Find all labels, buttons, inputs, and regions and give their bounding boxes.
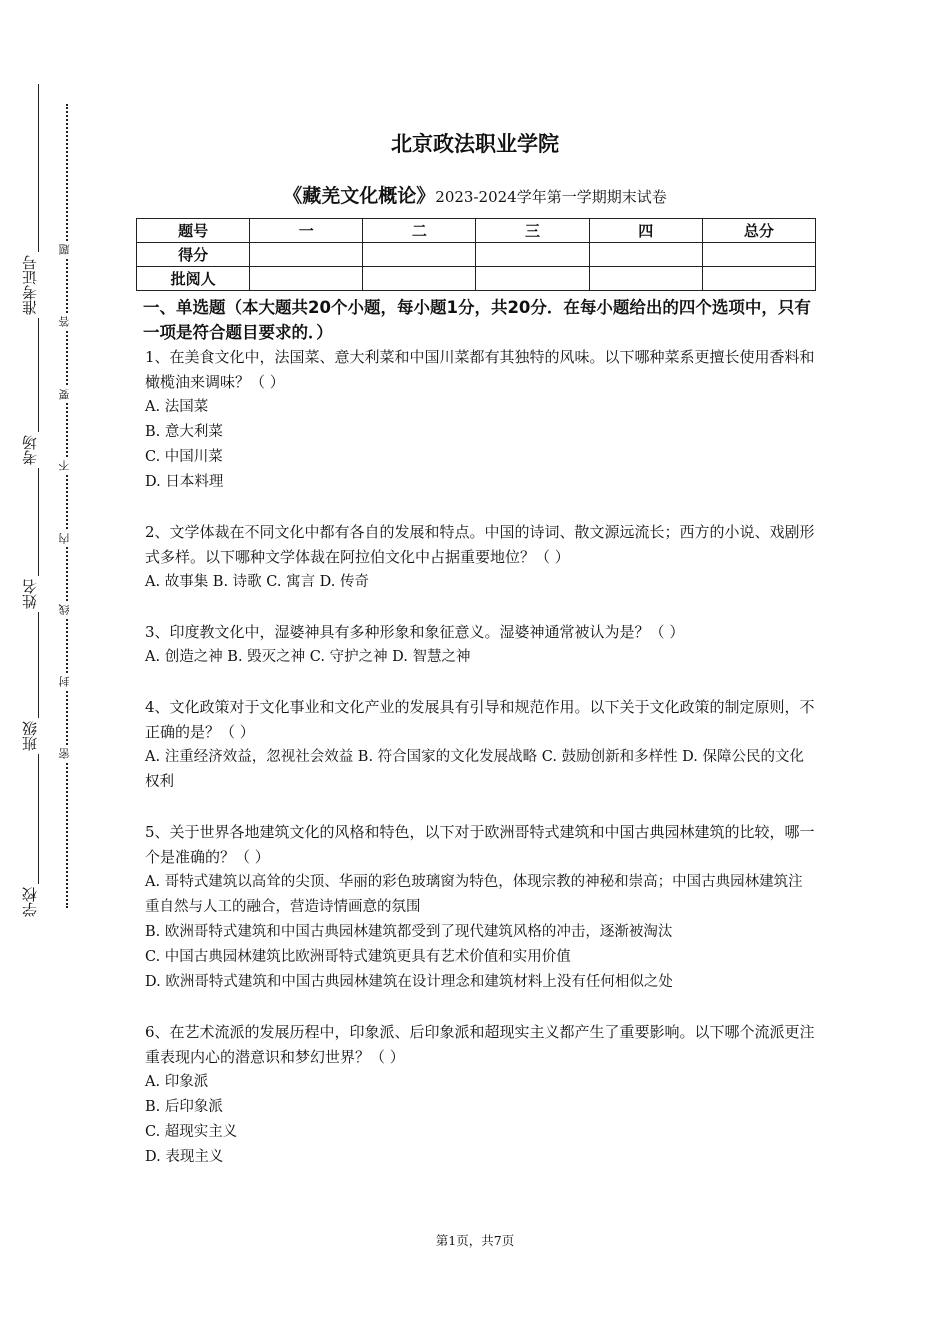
- seal-char: 不: [58, 460, 71, 471]
- seal-dotted-line: [66, 104, 68, 908]
- score-input-cell[interactable]: [589, 243, 702, 267]
- score-input-cell[interactable]: [476, 243, 589, 267]
- score-row: [137, 243, 816, 267]
- question-text: 2、文学体裁在不同文化中都有各自的发展和特点。中国的诗词、散文源远流长；西方的小说、戏剧形式多样。以下哪种文学体裁在阿拉伯文化中占据重要地位？（ ）: [145, 523, 815, 566]
- option[interactable]: A. 印象派: [145, 1074, 209, 1090]
- option[interactable]: C. 超现实主义: [145, 1124, 238, 1140]
- school-label: 学校: [22, 884, 44, 920]
- student-name-label: 姓名: [22, 576, 44, 612]
- table-cell: 三: [476, 219, 589, 243]
- option[interactable]: A. 法国菜: [145, 399, 209, 415]
- option[interactable]: C. 中国古典园林建筑比欧洲哥特式建筑更具有艺术价值和实用价值: [145, 949, 571, 965]
- score-input-cell[interactable]: [702, 243, 815, 267]
- score-input-cell[interactable]: [250, 243, 363, 267]
- table-cell: 批阅人: [137, 267, 250, 291]
- question-text: 6、在艺术流派的发展历程中，印象派、后印象派和超现实主义都产生了重要影响。以下哪个流派更注重表现内心的潜意识和梦幻世界？（ ）: [145, 1023, 815, 1066]
- option[interactable]: D. 欧洲哥特式建筑和中国古典园林建筑在设计理念和建筑材料上没有任何相似之处: [145, 974, 673, 990]
- question-text: 3、印度教文化中，湿婆神具有多种形象和象征意义。湿婆神通常被认为是？（ ）: [145, 623, 685, 641]
- seal-char: 答: [58, 316, 71, 327]
- question: [145, 345, 815, 495]
- question: [145, 620, 815, 670]
- table-cell: 二: [363, 219, 476, 243]
- seal-char: 封: [58, 676, 71, 687]
- exam-number-label: 准考证号: [22, 252, 44, 318]
- exam-room-label: 考场: [22, 432, 44, 468]
- seal-char: 线: [58, 604, 71, 615]
- seal-char: 密: [58, 748, 71, 759]
- option[interactable]: A. 创造之神 B. 毁灭之神 C. 守护之神 D. 智慧之神: [145, 649, 471, 665]
- score-table: [136, 218, 816, 291]
- score-input-cell[interactable]: [363, 243, 476, 267]
- grader-input-cell[interactable]: [589, 267, 702, 291]
- option[interactable]: B. 欧洲哥特式建筑和中国古典园林建筑都受到了现代建筑风格的冲击，逐渐被淘汰: [145, 924, 673, 940]
- seal-char: 要: [58, 389, 71, 400]
- question: [145, 820, 815, 995]
- option[interactable]: A. 哥特式建筑以高耸的尖顶、华丽的彩色玻璃窗为特色，体现宗教的神秘和崇高；中国古典园林建筑注重自然与人工的融合，营造诗情画意的氛围: [145, 874, 803, 915]
- option[interactable]: D. 日本料理: [145, 474, 224, 490]
- question-text: 4、文化政策对于文化事业和文化产业的发展具有引导和规范作用。以下关于文化政策的制定原则，不正确的是？（ ）: [145, 698, 815, 741]
- option[interactable]: D. 表现主义: [145, 1149, 224, 1165]
- question-text: 5、关于世界各地建筑文化的风格和特色，以下对于欧洲哥特式建筑和中国古典园林建筑的比较，哪一个是准确的？（ ）: [145, 823, 815, 866]
- question: [145, 520, 815, 595]
- binding-line: [38, 84, 39, 920]
- course-title: 《藏羌文化概论》: [283, 185, 436, 207]
- table-cell: 得分: [137, 243, 250, 267]
- seal-char: 内: [58, 533, 71, 544]
- grader-input-cell[interactable]: [250, 267, 363, 291]
- seal-char: 题: [58, 244, 71, 255]
- table-cell: 题号: [137, 219, 250, 243]
- question: [145, 1020, 815, 1170]
- exam-content: [145, 295, 815, 1170]
- option[interactable]: C. 中国川菜: [145, 449, 223, 465]
- score-table-header-row: [137, 219, 816, 243]
- grader-input-cell[interactable]: [363, 267, 476, 291]
- grader-input-cell[interactable]: [476, 267, 589, 291]
- section-heading: 一、单选题（本大题共20个小题，每小题1分，共20分．在每小题给出的四个选项中，只有一项是符合题目要求的．）: [143, 298, 811, 342]
- school-title: 北京政法职业学院: [391, 132, 559, 156]
- question: [145, 695, 815, 795]
- option[interactable]: B. 意大利菜: [145, 424, 223, 440]
- question-text: 1、在美食文化中，法国菜、意大利菜和中国川菜都有其独特的风味。以下哪种菜系更擅长使用香料和橄榄油来调味？（ ）: [145, 348, 815, 391]
- table-cell: 一: [250, 219, 363, 243]
- table-cell: 总分: [702, 219, 815, 243]
- exam-title: [0, 181, 950, 208]
- table-cell: 四: [589, 219, 702, 243]
- grader-row: [137, 267, 816, 291]
- grader-input-cell[interactable]: [702, 267, 815, 291]
- option[interactable]: A. 注重经济效益，忽视社会效益 B. 符合国家的文化发展战略 C. 鼓励创新和多样性 D. 保障公民的文化权利: [145, 749, 805, 790]
- class-label: 班级: [22, 718, 44, 754]
- option[interactable]: A. 故事集 B. 诗歌 C. 寓言 D. 传奇: [145, 574, 370, 590]
- term-label: 2023-2024学年第一学期期末试卷: [435, 188, 667, 206]
- option[interactable]: B. 后印象派: [145, 1099, 223, 1115]
- page-footer: 第1页，共7页: [435, 1233, 515, 1248]
